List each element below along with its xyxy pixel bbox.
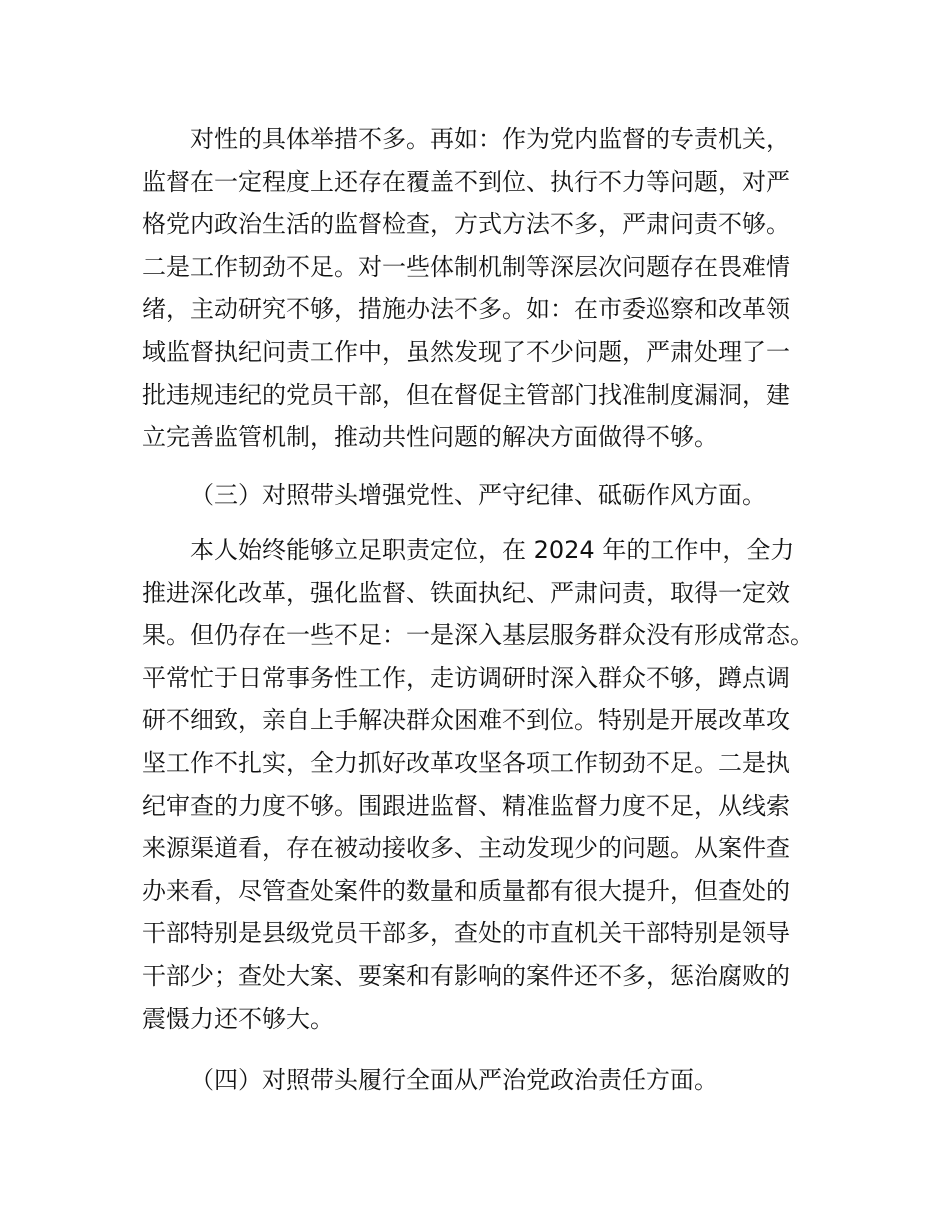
paragraph-continuation: [142, 118, 818, 459]
text-line: 研不细致，亲自上手解决群众困难不到位。特别是开展改革攻: [142, 706, 790, 735]
text-line: 对性的具体举措不多。再如：作为党内监督的专责机关，: [190, 125, 790, 153]
text-line: 坚工作不扎实，全力抓好改革攻坚各项工作韧劲不足。二是执: [142, 748, 790, 777]
text-line: 办来看，尽管查处案件的数量和质量都有很大提升，但查处的: [142, 876, 790, 905]
section-heading: （四）对照带头履行全面从严治党政治责任方面。: [190, 1066, 718, 1094]
paragraph-section-3: [142, 529, 818, 1040]
section-heading-4: [142, 1059, 818, 1102]
text-line: 来源渠道看，存在被动接收多、主动发现少的问题。从案件查: [142, 834, 790, 863]
text-line: 格党内政治生活的监督检查，方式方法不多，严肃问责不够。: [142, 210, 790, 239]
text-line: 本人始终能够立足职责定位，在 2024 年的工作中，全力: [190, 536, 795, 564]
section-heading-3: [142, 474, 818, 517]
text-line: 纪审查的力度不够。围跟进监督、精准监督力度不足，从线索: [142, 791, 790, 820]
text-line: 二是工作韧劲不足。对一些体制机制等深层次问题存在畏难情: [142, 252, 790, 281]
text-line: 域监督执纪问责工作中，虽然发现了不少问题，严肃处理了一: [142, 337, 790, 366]
section-heading: （三）对照带头增强党性、严守纪律、砥砺作风方面。: [190, 481, 766, 509]
text-line: 批违规违纪的党员干部，但在督促主管部门找准制度漏洞，建: [142, 380, 790, 409]
text-line: 果。但仍存在一些不足：一是深入基层服务群众没有形成常态。: [142, 621, 814, 650]
text-line: 干部少；查处大案、要案和有影响的案件还不多，惩治腐败的: [142, 961, 790, 990]
text-line: 震慑力还不够大。: [142, 1004, 334, 1033]
text-line: 推进深化改革，强化监督、铁面执纪、严肃问责，取得一定效: [142, 578, 790, 607]
text-line: 监督在一定程度上还存在覆盖不到位、执行不力等问题，对严: [142, 167, 790, 196]
text-line: 平常忙于日常事务性工作，走访调研时深入群众不够，蹲点调: [142, 663, 790, 692]
text-line: 立完善监管机制，推动共性问题的解决方面做得不够。: [142, 423, 718, 452]
text-line: 绪，主动研究不够，措施办法不多。如：在市委巡察和改革领: [142, 295, 790, 324]
text-line: 干部特别是县级党员干部多，查处的市直机关干部特别是领导: [142, 919, 790, 948]
